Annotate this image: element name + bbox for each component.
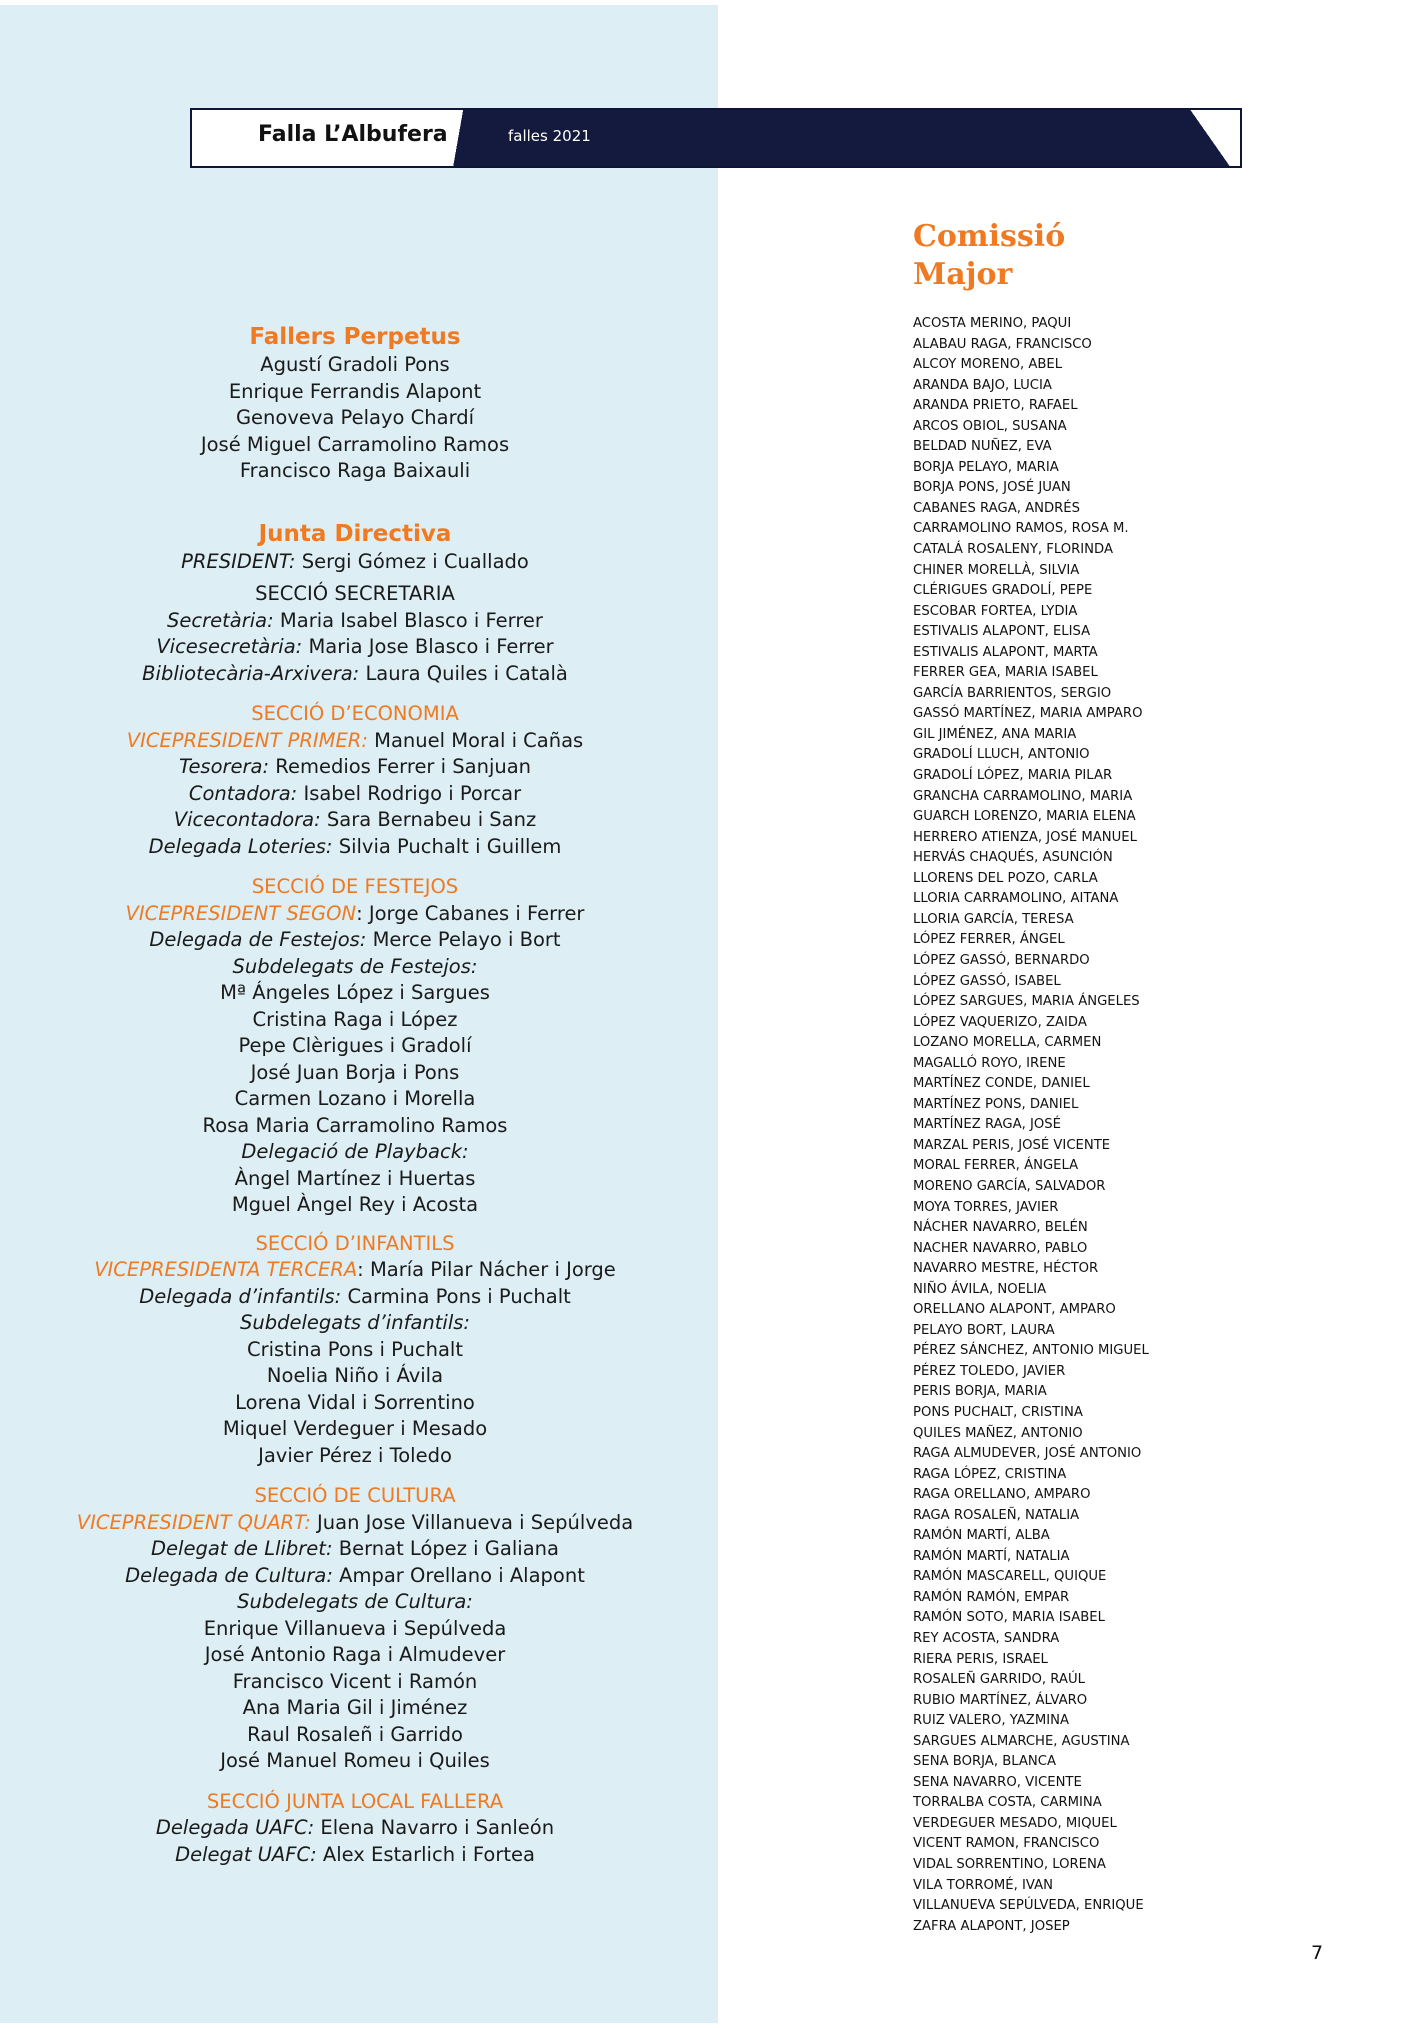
member-name: PÉREZ TOLEDO, JAVIER <box>913 1363 1066 1379</box>
member-name: ARANDA PRIETO, RAFAEL <box>913 398 1078 414</box>
subdelegat-name: Cristina Pons i Puchalt <box>247 1337 463 1361</box>
role-label: Tesorera: <box>178 755 270 778</box>
role-label: VICEPRESIDENTA TERCERA <box>94 1258 358 1281</box>
spacer <box>60 860 650 874</box>
perpetus-name: Agustí Gradoli Pons <box>260 353 450 376</box>
person-name: : María Pilar Nácher i Jorge <box>357 1258 616 1281</box>
person-name: Manuel Moral i Cañas <box>374 728 584 752</box>
person-name: Remedios Ferrer i Sanjuan <box>275 755 532 778</box>
member-name: REY ACOSTA, SANDRA <box>913 1631 1060 1646</box>
role-label: Contadora: <box>188 781 298 805</box>
subdelegat-name: Javier Pérez i Toledo <box>258 1443 452 1467</box>
subdelegat-name: Cristina Raga i López <box>252 1007 458 1031</box>
member-name: MAGALLÓ ROYO, IRENE <box>913 1055 1066 1071</box>
header-banner <box>190 108 1242 168</box>
subsection-title <box>60 954 650 981</box>
subsection-title <box>60 1310 650 1337</box>
perpetus-heading: Fallers Perpetus <box>249 324 461 350</box>
member-name: ROSALEÑ GARRIDO, RAÚL <box>913 1672 1085 1688</box>
member-name: PÉREZ SÁNCHEZ, ANTONIO MIGUEL <box>913 1343 1149 1359</box>
subsection-label: Delegació de Playback: <box>241 1140 469 1163</box>
subsection-title <box>60 1139 650 1166</box>
role-label: PRESIDENT: <box>181 549 296 573</box>
member-name: NAVARRO MESTRE, HÉCTOR <box>913 1261 1099 1277</box>
member-name: SENA NAVARRO, VICENTE <box>913 1774 1082 1790</box>
person-name: Elena Navarro i Sanleón <box>320 1816 555 1839</box>
role-label: Delegat UAFC: <box>175 1842 317 1866</box>
subdelegat-name: José Juan Borja i Pons <box>250 1060 460 1084</box>
member-name: GIL JIMÉNEZ, ANA MARIA <box>913 726 1077 742</box>
member-name: CATALÁ ROSALENY, FLORINDA <box>913 542 1113 558</box>
person-name: Maria Jose Blasco i Ferrer <box>308 635 554 658</box>
person-name: : Jorge Cabanes i Ferrer <box>356 901 585 925</box>
subdelegat-name: Mª Ángeles López i Sargues <box>220 981 490 1004</box>
role-label: Delegada UAFC: <box>155 1816 315 1839</box>
member-name: ARANDA BAJO, LUCIA <box>913 377 1052 393</box>
role-label: Delegada de Festejos: <box>149 928 367 951</box>
member-name: RAGA ORELLANO, AMPARO <box>913 1487 1091 1503</box>
perpetus-name: Genoveva Pelayo Chardí <box>235 406 475 429</box>
subsection-label: Subdelegats d’infantils: <box>240 1311 470 1334</box>
role-line <box>60 1536 650 1563</box>
member-name: CARRAMOLINO RAMOS, ROSA M. <box>913 521 1129 537</box>
member-name: SENA BORJA, BLANCA <box>913 1754 1057 1770</box>
member-name: LLORIA GARCÍA, TERESA <box>913 911 1074 927</box>
vicepresident-line <box>60 1257 650 1284</box>
member-name: CHINER MORELLÀ, SILVIA <box>913 562 1080 578</box>
comissio-title-line: Comissió <box>913 219 1066 254</box>
page-number: 7 <box>1311 1942 1324 1964</box>
subdelegat-name: Carmen Lozano i Morella <box>234 1087 476 1110</box>
spacer <box>60 687 650 701</box>
member-name: ESTIVALIS ALAPONT, MARTA <box>913 644 1098 660</box>
subdelegat-name: Rosa Maria Carramolino Ramos <box>202 1113 508 1137</box>
member-name: RAMÓN SOTO, MARIA ISABEL <box>913 1610 1105 1626</box>
spacer <box>60 1775 650 1789</box>
person-name: Alex Estarlich i Fortea <box>322 1842 535 1866</box>
member-name: BELDAD NUÑEZ, EVA <box>913 439 1052 455</box>
role-label: VICEPRESIDENT SEGON <box>125 901 357 925</box>
vicepresident-line <box>60 901 650 928</box>
junta-heading: Junta Directiva <box>258 520 452 547</box>
role-line <box>60 661 650 688</box>
member-name: ESCOBAR FORTEA, LYDIA <box>913 603 1078 619</box>
member-name: CABANES RAGA, ANDRÉS <box>913 500 1081 516</box>
member-name: GRADOLÍ LLUCH, ANTONIO <box>913 747 1090 763</box>
section-title: SECCIÓ D’INFANTILS <box>255 1231 455 1255</box>
role-label: VICEPRESIDENT QUART: <box>76 1510 311 1534</box>
section-title: SECCIÓ JUNTA LOCAL FALLERA <box>206 1789 504 1813</box>
person-name: Maria Isabel Blasco i Ferrer <box>279 608 543 632</box>
member-name: GARCÍA BARRIENTOS, SERGIO <box>913 685 1112 701</box>
person-name: Ampar Orellano i Alapont <box>339 1563 585 1587</box>
member-name: MORENO GARCÍA, SALVADOR <box>913 1178 1106 1194</box>
person-name: Carmina Pons i Puchalt <box>347 1284 571 1308</box>
role-line <box>60 781 650 808</box>
member-name: MARTÍNEZ PONS, DANIEL <box>913 1096 1079 1112</box>
spacer <box>60 1469 650 1483</box>
section-title: SECCIÓ DE CULTURA <box>254 1484 456 1507</box>
spacer <box>60 1219 650 1231</box>
subdelegat-name: Francisco Vicent i Ramón <box>232 1669 478 1693</box>
role-label: Delegada Loteries: <box>148 834 333 858</box>
member-name: RUBIO MARTÍNEZ, ÁLVARO <box>913 1692 1088 1708</box>
president-line <box>60 549 650 576</box>
member-name: LOZANO MORELLA, CARMEN <box>913 1035 1102 1051</box>
member-name: MARTÍNEZ RAGA, JOSÉ <box>913 1117 1061 1133</box>
member-name: VICENT RAMON, FRANCISCO <box>913 1836 1100 1852</box>
member-name: LÓPEZ GASSÓ, BERNARDO <box>913 952 1090 968</box>
member-name: RAMÓN MARTÍ, ALBA <box>913 1528 1050 1544</box>
member-name: PELAYO BORT, LAURA <box>913 1322 1055 1338</box>
role-line <box>60 754 650 781</box>
member-name: ORELLANO ALAPONT, AMPARO <box>913 1302 1116 1318</box>
header-subtitle: falles 2021 <box>508 127 591 145</box>
subdelegat-name: Lorena Vidal i Sorrentino <box>235 1390 475 1414</box>
member-name: RIERA PERIS, ISRAEL <box>913 1651 1048 1667</box>
member-name: RAGA LÓPEZ, CRISTINA <box>913 1466 1067 1482</box>
role-label: Vicecontadora: <box>173 808 321 831</box>
vicepresident-line <box>60 1510 650 1537</box>
role-label: Vicesecretària: <box>156 635 303 658</box>
role-line <box>60 608 650 635</box>
comissio-member-list <box>913 314 1233 1937</box>
role-label: Delegat de Llibret: <box>151 1537 333 1560</box>
member-name: VIDAL SORRENTINO, LORENA <box>913 1857 1106 1873</box>
member-name: GUARCH LORENZO, MARIA ELENA <box>913 809 1136 825</box>
perpetus-name: José Miguel Carramolino Ramos <box>200 432 510 456</box>
role-line <box>60 1842 650 1869</box>
member-name: ARCOS OBIOL, SUSANA <box>913 418 1067 434</box>
vicepresident-line <box>60 728 650 755</box>
member-name: RAMÓN MARTÍ, NATALIA <box>913 1548 1070 1564</box>
member-name: RUIZ VALERO, YAZMINA <box>913 1713 1069 1729</box>
member-name: PERIS BORJA, MARIA <box>913 1384 1047 1400</box>
role-line <box>60 807 650 834</box>
member-name: HERRERO ATIENZA, JOSÉ MANUEL <box>913 829 1137 845</box>
role-line <box>60 1284 650 1311</box>
member-name: ACOSTA MERINO, PAQUI <box>913 316 1072 331</box>
playback-name: Àngel Martínez i Huertas <box>234 1166 476 1190</box>
role-label: VICEPRESIDENT PRIMER: <box>126 728 368 752</box>
member-name: MORAL FERRER, ÁNGELA <box>913 1158 1079 1174</box>
subdelegat-name: Enrique Villanueva i Sepúlveda <box>203 1616 507 1640</box>
member-name: BORJA PONS, JOSÉ JUAN <box>913 480 1071 496</box>
member-name: GRANCHA CARRAMOLINO, MARIA <box>913 788 1133 804</box>
subsection-label: Subdelegats de Festejos: <box>232 954 478 978</box>
member-name: RAMÓN RAMÓN, EMPAR <box>913 1589 1070 1605</box>
role-line <box>60 1815 650 1842</box>
member-name: ZAFRA ALAPONT, JOSEP <box>913 1918 1070 1934</box>
member-name: ALCOY MORENO, ABEL <box>913 357 1063 373</box>
header-corner-decoration <box>1180 110 1240 166</box>
spacer <box>60 485 650 519</box>
subdelegat-name: Noelia Niño i Ávila <box>266 1364 444 1387</box>
member-name: LÓPEZ GASSÓ, ISABEL <box>913 973 1061 989</box>
role-label: Delegada de Cultura: <box>125 1563 333 1587</box>
member-name: NÁCHER NAVARRO, BELÉN <box>913 1220 1088 1236</box>
member-name: LLORENS DEL POZO, CARLA <box>913 870 1098 886</box>
subdelegat-name: José Manuel Romeu i Quiles <box>220 1749 490 1772</box>
member-name: CLÉRIGUES GRADOLÍ, PEPE <box>913 583 1093 599</box>
subdelegat-name: Ana Maria Gil i Jiménez <box>242 1696 468 1719</box>
header-title: Falla L’Albufera <box>258 122 448 147</box>
person-name: Sergi Gómez i Cuallado <box>301 549 529 573</box>
role-label: Bibliotecària-Arxivera: <box>142 661 360 685</box>
member-name: RAGA ROSALEÑ, NATALIA <box>913 1507 1080 1523</box>
person-name: Silvia Puchalt i Guillem <box>338 834 562 858</box>
playback-name: Mguel Àngel Rey i Acosta <box>231 1193 479 1216</box>
member-name: VILA TORROMÉ, IVAN <box>913 1877 1053 1893</box>
member-name: GRADOLÍ LÓPEZ, MARIA PILAR <box>913 768 1113 784</box>
subdelegat-name: Pepe Clèrigues i Gradolí <box>238 1034 472 1057</box>
member-name: LÓPEZ SARGUES, MARIA ÁNGELES <box>913 994 1140 1010</box>
member-name: BORJA PELAYO, MARIA <box>913 459 1059 475</box>
person-name: Merce Pelayo i Bort <box>372 928 561 951</box>
left-column <box>60 322 650 1868</box>
member-name: LLORIA CARRAMOLINO, AITANA <box>913 891 1119 907</box>
member-name: LÓPEZ FERRER, ÁNGEL <box>913 932 1065 948</box>
member-name: ESTIVALIS ALAPONT, ELISA <box>913 624 1091 640</box>
member-name: MARTÍNEZ CONDE, DANIEL <box>913 1076 1090 1092</box>
comissio-heading <box>913 218 1065 294</box>
role-label: Secretària: <box>167 608 274 632</box>
section-title: SECCIÓ DE FESTEJOS <box>251 875 459 898</box>
member-name: HERVÁS CHAQUÉS, ASUNCIÓN <box>913 850 1113 866</box>
member-name: SARGUES ALMARCHE, AGUSTINA <box>913 1733 1130 1749</box>
member-name: MOYA TORRES, JAVIER <box>913 1199 1059 1215</box>
role-line <box>60 927 650 954</box>
comissio-title-line: Major <box>913 257 1013 292</box>
section-title: SECCIÓ D’ECONOMIA <box>251 702 459 725</box>
role-label: Delegada d’infantils: <box>139 1284 342 1308</box>
member-name: LÓPEZ VAQUERIZO, ZAIDA <box>913 1014 1087 1030</box>
person-name: Laura Quiles i Català <box>365 661 568 685</box>
member-name: NIÑO ÁVILA, NOELIA <box>913 1281 1047 1297</box>
member-name: GASSÓ MARTÍNEZ, MARIA AMPARO <box>913 706 1143 722</box>
member-name: VERDEGUER MESADO, MIQUEL <box>913 1815 1117 1831</box>
member-name: RAMÓN MASCARELL, QUIQUE <box>913 1569 1107 1585</box>
member-name: ALABAU RAGA, FRANCISCO <box>913 336 1092 352</box>
subdelegat-name: Raul Rosaleñ i Garrido <box>247 1722 463 1746</box>
member-name: QUILES MAÑEZ, ANTONIO <box>913 1425 1083 1441</box>
role-line <box>60 1563 650 1590</box>
member-name: FERRER GEA, MARIA ISABEL <box>913 665 1098 681</box>
person-name: Isabel Rodrigo i Porcar <box>303 781 522 805</box>
subsection-title <box>60 1589 650 1616</box>
subdelegat-name: Miquel Verdeguer i Mesado <box>222 1417 488 1440</box>
subdelegat-name: José Antonio Raga i Almudever <box>204 1643 506 1666</box>
role-line <box>60 634 650 661</box>
person-name: Juan Jose Villanueva i Sepúlveda <box>317 1510 634 1534</box>
perpetus-name: Enrique Ferrandis Alapont <box>228 379 482 403</box>
member-name: RAGA ALMUDEVER, JOSÉ ANTONIO <box>913 1446 1142 1462</box>
member-name: MARZAL PERIS, JOSÉ VICENTE <box>913 1137 1111 1153</box>
member-name: NACHER NAVARRO, PABLO <box>913 1240 1088 1256</box>
subsection-label: Subdelegats de Cultura: <box>237 1590 473 1613</box>
person-name: Bernat López i Galiana <box>338 1537 559 1560</box>
perpetus-name: Francisco Raga Baixauli <box>239 459 471 482</box>
person-name: Sara Bernabeu i Sanz <box>326 808 537 831</box>
section-title: SECCIÓ SECRETARIA <box>255 582 455 605</box>
role-line <box>60 834 650 861</box>
member-name: VILLANUEVA SEPÚLVEDA, ENRIQUE <box>913 1898 1144 1914</box>
member-name: TORRALBA COSTA, CARMINA <box>913 1795 1102 1811</box>
member-name: PONS PUCHALT, CRISTINA <box>913 1404 1083 1420</box>
